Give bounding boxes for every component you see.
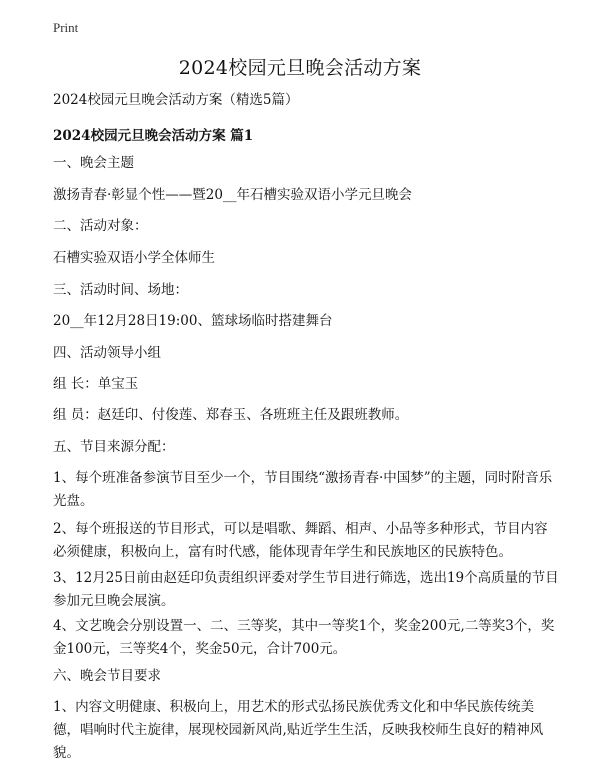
subtitle: 2024校园元旦晚会活动方案（精选5篇）	[53, 92, 299, 108]
document-title: 2024校园元旦晚会活动方案	[178, 57, 422, 79]
section-heading: 2024校园元旦晚会活动方案 篇1	[53, 128, 254, 144]
paragraph: 组 员：赵廷印、付俊莲、郑春玉、各班班主任及跟班教师。	[53, 407, 409, 423]
paragraph: 2、每个班报送的节目形式，可以是唱歌、舞蹈、相声、小品等多种形式，节目内容必须健康，积极向上，富有时代感，能体现青年学生和民族地区的民族特色。	[53, 521, 548, 560]
paragraph: 五、节目来源分配：	[53, 439, 175, 455]
paragraph: 六、晚会节目要求	[53, 668, 161, 684]
print-link[interactable]: Print	[53, 20, 79, 35]
paragraph: 激扬青春·彰显个性——暨20__年石槽实验双语小学元旦晚会	[53, 187, 412, 203]
paragraph: 四、活动领导小组	[53, 345, 161, 361]
paragraph: 4、文艺晚会分别设置一、二、三等奖，其中一等奖1个，奖金200元,二等奖3个，奖金100元，三等奖4个，奖金50元，合计700元。	[53, 618, 555, 657]
paragraph: 1、每个班准备参演节目至少一个，节目围绕“激扬青春·中国梦”的主题，同时附音乐光盘。	[53, 470, 553, 509]
paragraph: 石槽实验双语小学全体师生	[53, 250, 215, 266]
paragraph: 组 长：单宝玉	[53, 376, 139, 392]
paragraph: 三、活动时间、场地：	[53, 282, 188, 298]
paragraph: 3、12月25日前由赵廷印负责组织评委对学生节目进行筛选，选出19个高质量的节目参加元旦晚会展演。	[53, 570, 559, 609]
paragraph: 一、晚会主题	[53, 155, 134, 171]
paragraph: 20__年12月28日19:00、篮球场临时搭建舞台	[53, 313, 333, 329]
paragraph: 二、活动对象：	[53, 218, 148, 234]
paragraph: 1、内容文明健康、积极向上，用艺术的形式弘扬民族优秀文化和中华民族传统美德，唱响时代主旋律，展现校园新风尚,贴近学生生活，反映我校师生良好的精神风貌。	[53, 699, 544, 761]
